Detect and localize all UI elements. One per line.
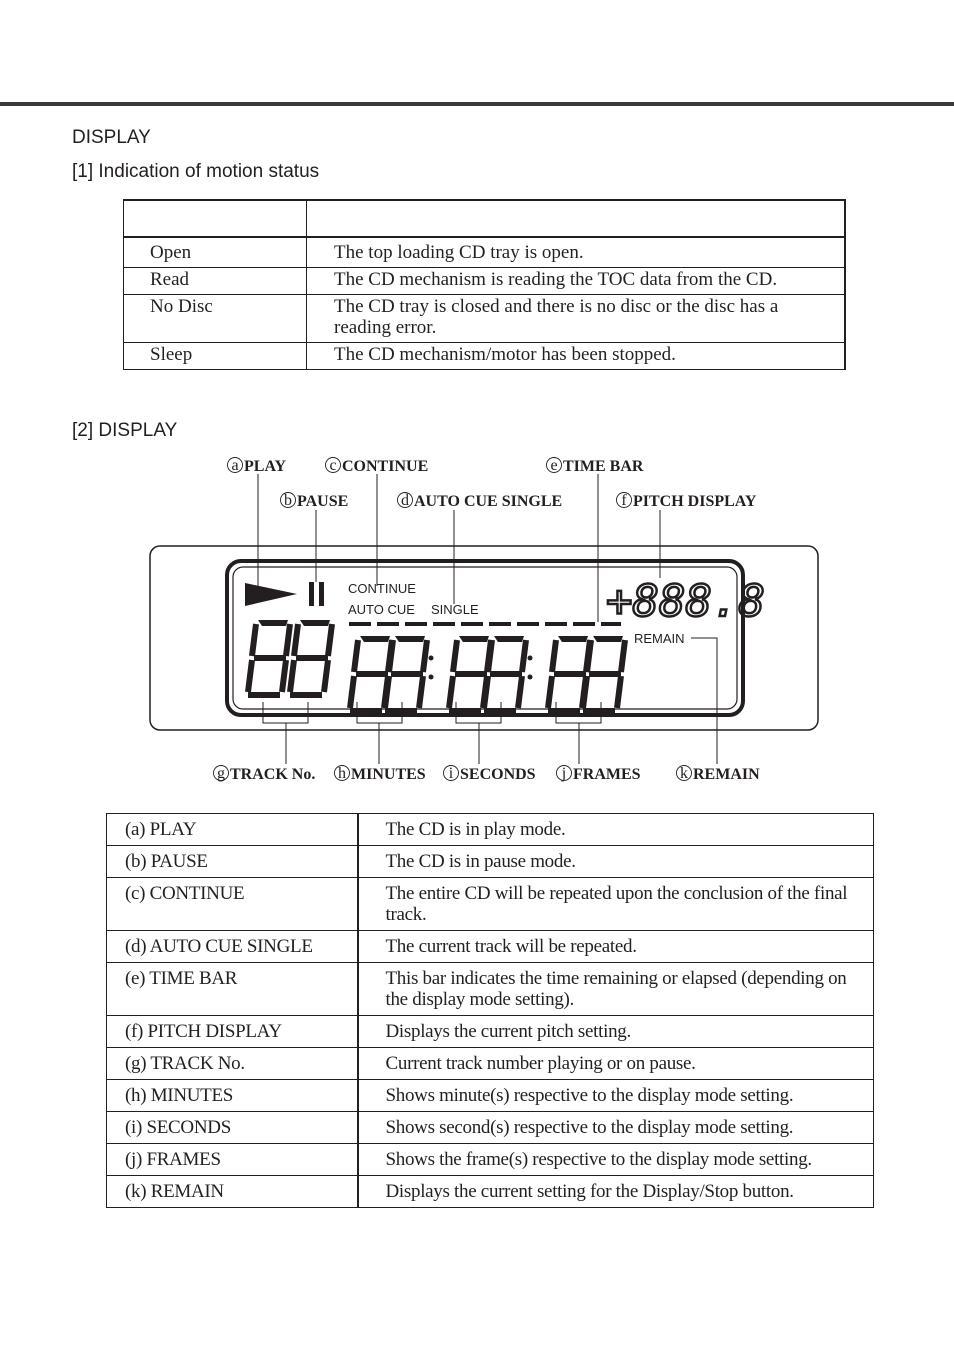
motion-status-table [123,199,846,370]
status-cell: Read [124,268,307,295]
lcd-auto-cue-label: AUTO CUE [348,602,415,617]
table-row [107,963,874,1016]
header-cell [124,200,307,237]
frames-digits [548,636,625,711]
callout-letter-k: k [680,765,688,782]
table-row [124,237,845,268]
pitch-readout: +888.8 [606,576,765,627]
item-cell: (k) REMAIN [107,1176,358,1208]
table-row [107,1016,874,1048]
motion-status-heading: [1] Indication of motion status [72,161,320,182]
item-description-cell: Current track number playing or on pause. [358,1048,874,1080]
colon-dot [429,656,434,661]
callout-seconds: SECONDS [460,766,536,783]
status-description-cell: The CD mechanism is reading the TOC data from the CD. [307,268,845,295]
item-cell: (i) SECONDS [107,1112,358,1144]
callout-letter-a: a [231,457,239,474]
callout-time-bar: TIME BAR [563,458,644,475]
top-rule [0,102,954,106]
callout-play: PLAY [244,458,287,475]
status-description-cell: The top loading CD tray is open. [307,237,845,268]
item-description-cell: Shows the frame(s) respective to the display mode setting. [358,1144,874,1176]
status-cell: Sleep [124,343,307,370]
item-cell: (j) FRAMES [107,1144,358,1176]
digit [248,620,290,695]
digit [484,636,526,711]
item-cell: (d) AUTO CUE SINGLE [107,931,358,963]
callout-track-no: TRACK No. [230,766,316,783]
callout-letter-j: j [561,765,567,782]
display-heading: [2] DISPLAY [72,420,178,441]
item-cell: (c) CONTINUE [107,878,358,931]
table-row [107,1080,874,1112]
item-cell: (h) MINUTES [107,1080,358,1112]
table-header-row [124,200,845,237]
callout-frames: FRAMES [573,766,641,783]
status-description-cell: The CD mechanism/motor has been stopped. [307,343,845,370]
item-description-cell: The current track will be repeated. [358,931,874,963]
item-cell: (g) TRACK No. [107,1048,358,1080]
colon-dot [429,675,434,680]
callout-letter-d: d [401,492,409,509]
callout-pause: PAUSE [297,493,349,510]
section-heading: DISPLAY [72,127,151,148]
item-description-cell: The entire CD will be repeated upon the conclusion of the final track. [358,878,874,931]
time-bar [349,622,621,626]
minutes-digits [350,636,427,711]
callout-letter-e: e [550,457,558,474]
table-row [107,1176,874,1208]
colon-dot [528,675,533,680]
callout-letter-b: b [284,492,292,509]
seconds-digits [449,636,526,711]
callout-letter-c: c [329,457,337,474]
display-items-table [106,813,874,1208]
item-description-cell: Displays the current pitch setting. [358,1016,874,1048]
lcd-diagram [0,440,954,800]
table-row [107,1144,874,1176]
pause-icon [309,582,314,606]
table-row [124,343,845,370]
callout-letter-g: g [217,765,225,782]
item-cell: (b) PAUSE [107,846,358,878]
table-row [107,931,874,963]
status-description-cell: The CD tray is closed and there is no disc or the disc has a reading error. [307,295,845,343]
table-row [107,846,874,878]
item-description-cell: The CD is in pause mode. [358,846,874,878]
status-cell: Open [124,237,307,268]
callout-minutes: MINUTES [351,766,426,783]
callout-letter-h: h [338,765,346,782]
callout-continue: CONTINUE [342,458,429,475]
callout-pitch-display: PITCH DISPLAY [633,493,757,510]
item-description-cell: The CD is in play mode. [358,814,874,846]
item-description-cell: Displays the current setting for the Display/Stop button. [358,1176,874,1208]
table-row [107,1048,874,1080]
digit [583,636,625,711]
table-row [107,1112,874,1144]
lcd-continue-label: CONTINUE [348,581,416,596]
lcd-single-label: SINGLE [431,602,479,617]
item-description-cell: This bar indicates the time remaining or elapsed (depending on the display mode setting). [358,963,874,1016]
table-row [107,878,874,931]
callout-remain: REMAIN [693,766,760,783]
lcd-remain-label: REMAIN [634,631,685,646]
play-icon [245,583,297,606]
callout-auto-cue-single: AUTO CUE SINGLE [414,493,563,510]
digit [385,636,427,711]
item-description-cell: Shows second(s) respective to the display mode setting. [358,1112,874,1144]
status-cell: No Disc [124,295,307,343]
track-digits [248,620,332,695]
table-row [107,814,874,846]
table-row [124,268,845,295]
item-cell: (f) PITCH DISPLAY [107,1016,358,1048]
digit [290,620,332,695]
table-row [124,295,845,343]
colon-dot [528,656,533,661]
callout-letter-f: f [621,492,627,509]
header-cell [307,200,845,237]
callout-letter-i: i [448,765,454,782]
item-cell: (e) TIME BAR [107,963,358,1016]
item-cell: (a) PLAY [107,814,358,846]
item-description-cell: Shows minute(s) respective to the display mode setting. [358,1080,874,1112]
